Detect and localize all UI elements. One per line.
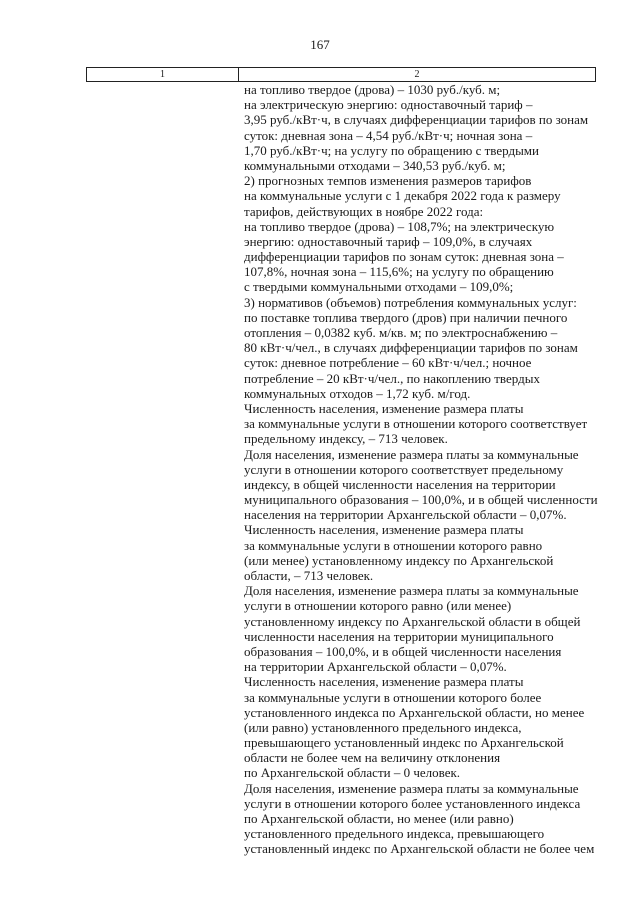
text-line: за коммунальные услуги в отношении которого более [244, 689, 542, 705]
text-line: коммунальных отходов – 1,72 куб. м/год. [244, 385, 471, 401]
table-header-row [86, 67, 596, 82]
text-line: 2) прогнозных темпов изменения размеров тарифов [244, 173, 532, 189]
text-line: на электрическую энергию: одноставочный тариф – [244, 97, 533, 113]
text-line: области не более чем на величину отклонения [244, 750, 501, 766]
text-line: 1,70 руб./кВт·ч; на услугу по обращению с твердыми [244, 142, 539, 158]
text-line: населения на территории Архангельской области – 0,07%. [244, 507, 567, 523]
text-line: Доля населения, изменение размера платы за коммунальные [244, 446, 579, 462]
text-line: суток: дневная зона – 4,54 руб./кВт·ч; ночная зона – [244, 127, 533, 143]
text-line: Численность населения, изменение размера платы [244, 674, 524, 690]
text-line: 107,8%, ночная зона – 115,6%; на услугу по обращению [244, 264, 554, 280]
text-line: Доля населения, изменение размера платы за коммунальные [244, 780, 579, 796]
text-line: индексу, в общей численности населения на территории [244, 476, 556, 492]
text-line: 3) нормативов (объемов) потребления коммунальных услуг: [244, 294, 577, 310]
text-line: муниципального образования – 100,0%, и в общей численности [244, 492, 598, 508]
text-line: образования – 100,0%, и в общей численности населения [244, 643, 562, 659]
text-line: дифференциации тарифов по зонам суток: дневная зона – [244, 249, 564, 265]
text-line: отопления – 0,0382 куб. м/кв. м; по электроснабжению – [244, 325, 558, 340]
table-header-col-2: 2 [414, 69, 420, 80]
text-line: суток: дневное потребление – 60 кВт·ч/чел.; ночное [244, 355, 532, 371]
text-line: установленный индекс по Архангельской области не более чем [244, 841, 595, 857]
text-line: по Архангельской области, но менее (или равно) [244, 811, 514, 826]
text-line: (или менее) установленному индексу по Архангельской [244, 552, 554, 568]
text-line: услуги в отношении которого равно (или менее) [244, 598, 512, 614]
document-body-text [244, 82, 596, 857]
text-line: (или равно) установленного предельного индекса, [244, 719, 522, 735]
text-line: услуги в отношении которого более установленного индекса [244, 795, 581, 811]
text-line: по поставке топлива твердого (дров) при наличии печного [244, 309, 568, 325]
text-line: установленному индексу по Архангельской области в общей [244, 613, 581, 629]
text-line: тарифов, действующих в ноябре 2022 года: [244, 203, 484, 219]
text-line: Численность населения, изменение размера платы [244, 522, 524, 538]
text-line: на топливо твердое (дрова) – 108,7%; на электрическую [244, 218, 555, 234]
text-line: численности населения на территории муниципального [244, 628, 554, 644]
text-line: на территории Архангельской области – 0,07%. [244, 659, 507, 675]
text-line: коммунальными отходами – 340,53 руб./куб. м; [244, 157, 506, 173]
table-header-col-1: 1 [87, 68, 239, 81]
text-line: установленного индекса по Архангельской области, но менее [244, 704, 585, 720]
text-line: превышающего установленный индекс по Архангельской [244, 735, 564, 751]
text-line: за коммунальные услуги в отношении которого соответствует [244, 416, 588, 432]
text-line: Численность населения, изменение размера платы [244, 400, 524, 416]
text-line: предельному индексу, – 713 человек. [244, 431, 448, 447]
text-line: по Архангельской области – 0 человек. [244, 765, 461, 781]
text-line: услуги в отношении которого соответствует предельному [244, 461, 564, 477]
text-line: потребление – 20 кВт·ч/чел., по накоплению твердых [244, 370, 540, 386]
text-line: на коммунальные услуги с 1 декабря 2022 года к размеру [244, 188, 561, 204]
text-line: 80 кВт·ч/чел., в случаях дифференциации тарифов по зонам [244, 340, 578, 356]
text-line: на топливо твердое (дрова) – 1030 руб./куб. м; [244, 82, 501, 97]
text-line: области, – 713 человек. [244, 568, 374, 583]
text-line: за коммунальные услуги в отношении которого равно [244, 537, 543, 553]
text-line: установленного предельного индекса, превышающего [244, 826, 545, 842]
text-line: энергию: одноставочный тариф – 109,0%, в случаях [244, 233, 533, 249]
page-number: 167 [310, 37, 330, 52]
text-line: с твердыми коммунальными отходами – 109,0%; [244, 279, 514, 295]
text-line: Доля населения, изменение размера платы за коммунальные [244, 583, 579, 599]
text-line: 3,95 руб./кВт·ч, в случаях дифференциации тарифов по зонам [244, 112, 589, 128]
